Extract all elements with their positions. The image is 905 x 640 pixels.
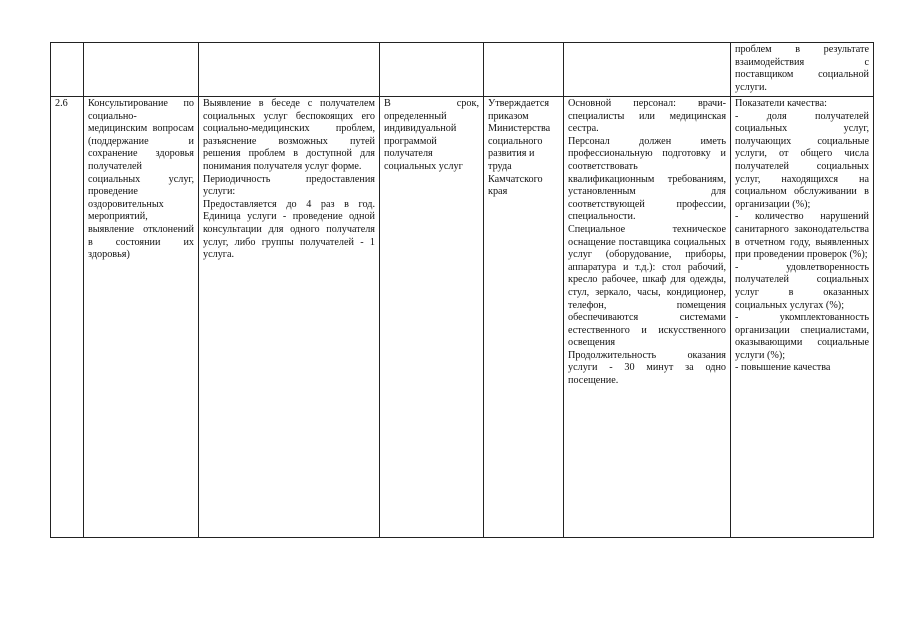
cell-term-empty (380, 43, 484, 97)
cell-quality-continued (731, 43, 874, 97)
equipment-text: Специальное техническое оснащение поставщика социальных услуг (оборудование, приборы, аппаратура и т.д.): стол рабочий, кресло рабочее, шкаф для одежды, стул, зеркало, часы, кондиционер, телефон, помещения обеспечиваются системами естественного и искусственного освещения (568, 223, 726, 349)
cell-quality (731, 97, 874, 538)
quality-continued-text: проблем в результате взаимодействия с поставщиком социальной услуги. (735, 44, 869, 93)
description-text: Выявление в беседе с получателем социальных услуг беспокоящих его социально-медицинских проблем, разъяснение возможных путей решения проблем в доступной для понимания получателя услуг форме. (203, 98, 375, 172)
periodicity-label: Периодичность предоставления услуги: (203, 173, 375, 198)
cell-conditions-empty (564, 43, 731, 97)
duration-text: Продолжительность оказания услуги - 30 минут за одно посещение. (568, 349, 726, 387)
periodicity-text: Предоставляется до 4 раз в год. Единица услуги - проведение одной консультации для одного получателя услуг, либо группы получателей - 1 услуга. (203, 198, 375, 261)
quality-item: - доля получателей социальных услуг, получающих социальные услуги, от общего числа получателей социальных услуг, находящихся на социальном обслуживании в организации (%); (735, 110, 869, 210)
cell-number-empty (51, 43, 84, 97)
quality-item: - повышение качества (735, 362, 831, 374)
cell-description (199, 97, 380, 538)
table-row-continued (51, 43, 874, 97)
services-table (50, 42, 874, 538)
table-row-2-6 (51, 97, 874, 538)
quality-heading: Показатели качества: (735, 98, 827, 109)
staff-text: Основной персонал: врачи-специалисты или медицинская сестра. (568, 98, 726, 135)
cell-service-name (84, 97, 199, 538)
cell-price-empty (484, 43, 564, 97)
quality-item: - количество нарушений санитарного законодательства в отчетном году, выявленных при проведении проверок (%); (735, 211, 869, 261)
term-text: В срок, определенный индивидуальной программой получателя социальных услуг (384, 98, 479, 172)
quality-item: - удовлетворенность получателей социальных услуг в оказанных социальных услугах (%); (735, 261, 869, 311)
row-number: 2.6 (55, 98, 68, 109)
cell-conditions (564, 97, 731, 538)
cell-term (380, 97, 484, 538)
qualification-text: Персонал должен иметь профессиональную подготовку и соответствовать квалификационным требованиям, установленным для соответствующей профессии, специальности. (568, 135, 726, 223)
quality-item: - укомплектованность организации специалистами, оказывающими социальные услуги (%); (735, 312, 869, 361)
cell-description-empty (199, 43, 380, 97)
cell-number (51, 97, 84, 538)
service-name: Консультирование по социально-медицинским вопросам (поддержание и сохранение здоровья получателей социальных услуг, проведение оздоровительных мероприятий, выявление отклонений в состоянии их здоровья) (88, 98, 194, 261)
cell-price (484, 97, 564, 538)
cell-name-empty (84, 43, 199, 97)
price-text: Утверждается приказом Министерства социального развития и труда Камчатского края (488, 98, 551, 198)
